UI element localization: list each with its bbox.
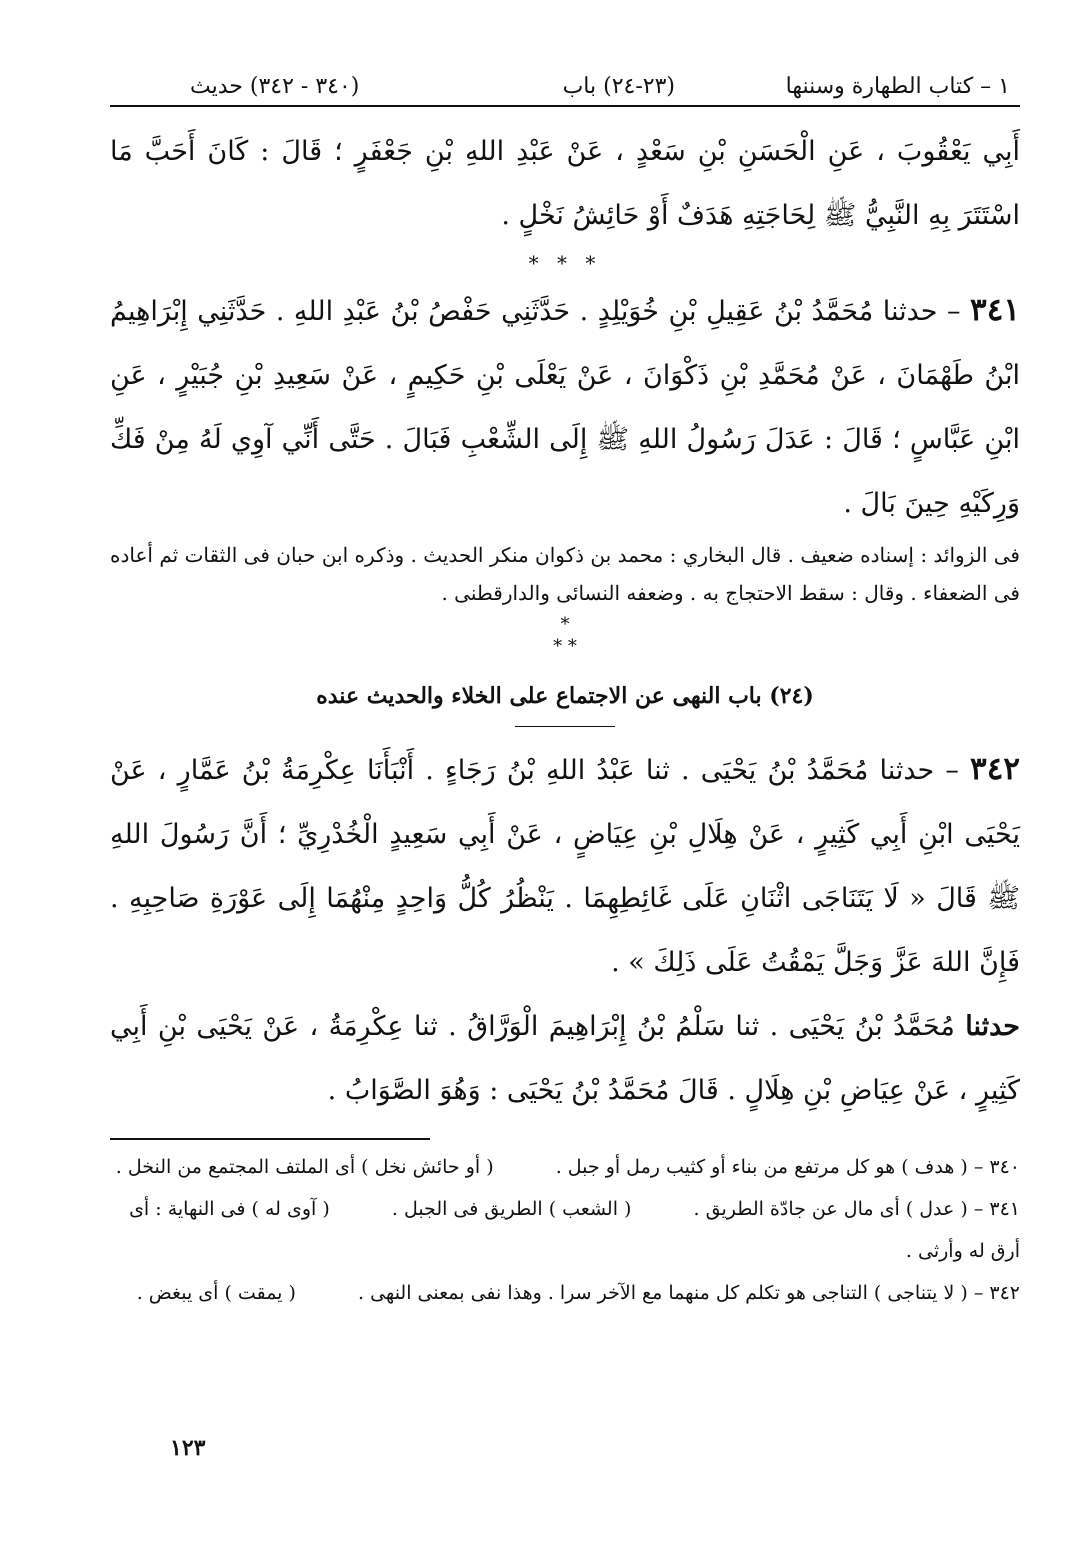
footnote-341-a: ٣٤١ – ( عدل ) أى مال عن جادّة الطريق . [693, 1198, 1020, 1220]
hadith-341 [110, 278, 1020, 536]
footnote-341-b: ( الشعب ) الطريق فى الجبل . [391, 1198, 632, 1220]
footnote-342-a: ٣٤٢ – ( لا يتناجى ) التناجى هو تكلم كل منهما مع الآخر سرا . وهذا نفى بمعنى النهى . [358, 1282, 1020, 1304]
header-bab-range: (٢٣-٢٤) باب [562, 74, 675, 99]
hadith-342 [110, 737, 1020, 995]
page-number: ١٢٣ [170, 1435, 206, 1461]
hadith-342b-text: مُحَمَّدُ بْنُ يَحْيَى . ثنا سَلْمُ بْنُ إِبْرَاهِيمَ الْوَرَّاقُ . ثنا عِكْرِمَةُ ، عَنْ يَحْيَى بْنِ أَبِي كَثِيرٍ ، عَنْ عِيَاضِ بْنِ هِلَالٍ . قَالَ مُحَمَّدُ بْنُ يَحْيَى : وَهُوَ الصَّوَابُ . [110, 1011, 1020, 1106]
hadith-342-text: – حدثنا مُحَمَّدُ بْنُ يَحْيَى . ثنا عَبْدُ اللهِ بْنُ رَجَاءٍ . أَنْبَأَنَا عِكْرِمَةُ بْنُ عَمَّارٍ ، عَنْ يَحْيَى ابْنِ أَبِي كَثِيرٍ ، عَنْ هِلَالِ بْنِ عِيَاضٍ ، عَنْ أَبِي سَعِيدٍ الْخُدْرِيِّ ؛ أَنَّ رَسُولَ اللهِ ﷺ قَالَ « لَا يَتَنَاجَى اثْنَانِ عَلَى غَائِطِهِمَا . يَنْظُرُ كُلُّ وَاحِدٍ مِنْهُمَا إِلَى عَوْرَةِ صَاحِبِهِ . فَإِنَّ اللهَ عَزَّ وَجَلَّ يَمْقُتُ عَلَى ذَلِكَ » . [110, 755, 1020, 978]
book-page [110, 50, 1020, 1520]
hadith-341-number: ٣٤١ [970, 292, 1020, 328]
separator-stars: * * * [528, 251, 602, 275]
footnote-341-c: ( آوى له ) فى النهاية : أى أرق له وأرثى . [129, 1198, 1020, 1262]
hadith-340-end: أَبِي يَعْقُوبَ ، عَنِ الْحَسَنِ بْنِ سَعْدٍ ، عَنْ عَبْدِ اللهِ بْنِ جَعْفَرٍ ؛ قَالَ : كَانَ أَحَبَّ مَا اسْتَتَرَ بِهِ النَّبِيُّ ﷺ لِحَاجَتِهِ هَدَفٌ أَوْ حَائِشُ نَخْلٍ . [110, 136, 1020, 231]
zawaid-note: فى الزوائد : إسناده ضعيف . قال البخاري : محمد بن ذكوان منكر الحديث . وذكره ابن حبان فى الثقات ثم أعاده فى الضعفاء . وقال : سقط الاحتجاج به . وضعفه النسائى والدارقطنى . [110, 543, 1020, 605]
header-rule [110, 105, 1020, 107]
separator-stars-bottom: * * [553, 636, 577, 657]
footnote-rule [110, 1138, 430, 1140]
footnote-341 [110, 1188, 1020, 1272]
separator-star-top: * [560, 614, 570, 635]
header-chapter: ١ – كتاب الطهارة وسننها [785, 74, 1010, 99]
footnote-340 [110, 1146, 1020, 1188]
footnote-342 [110, 1272, 1020, 1314]
hadith-342b-lead: حدثنا [965, 1011, 1020, 1042]
hadith-342-second-chain [110, 995, 1020, 1123]
hadith-341-text: – حدثنا مُحَمَّدُ بْنُ عَقِيلِ بْنِ خُوَيْلِدٍ . حَدَّثَنِي حَفْصُ بْنُ عَبْدِ اللهِ . حَدَّثَنِي إِبْرَاهِيمُ ابْنُ طَهْمَانَ ، عَنْ مُحَمَّدِ بْنِ ذَكْوَانَ ، عَنْ يَعْلَى بْنِ حَكِيمٍ ، عَنْ سَعِيدِ بْنِ جُبَيْرٍ ، عَنِ ابْنِ عَبَّاسٍ ؛ قَالَ : عَدَلَ رَسُولُ اللهِ ﷺ إِلَى الشِّعْبِ فَبَالَ . حَتَّى أَنِّي آوِي لَهُ مِنْ فَكِّ وَرِكَيْهِ حِينَ بَالَ . [110, 296, 1020, 519]
chapter-rule [515, 726, 615, 727]
header-hadith-range: (٣٤٠ - ٣٤٢) حديث [190, 74, 360, 99]
hadith-342-number: ٣٤٢ [970, 751, 1020, 787]
footnotes [110, 1146, 1020, 1314]
footnote-340-b: ( أو حائش نخل ) أى الملتف المجتمع من النخل . [115, 1156, 494, 1178]
main-text [110, 120, 1020, 1123]
footnote-342-b: ( يمقت ) أى يبغض . [136, 1282, 296, 1304]
footnote-340-a: ٣٤٠ – ( هدف ) هو كل مرتفع من بناء أو كثيب رمل أو جبل . [555, 1156, 1020, 1178]
chapter-title: (٢٤) باب النهى عن الاجتماع على الخلاء والحديث عنده [316, 683, 814, 709]
